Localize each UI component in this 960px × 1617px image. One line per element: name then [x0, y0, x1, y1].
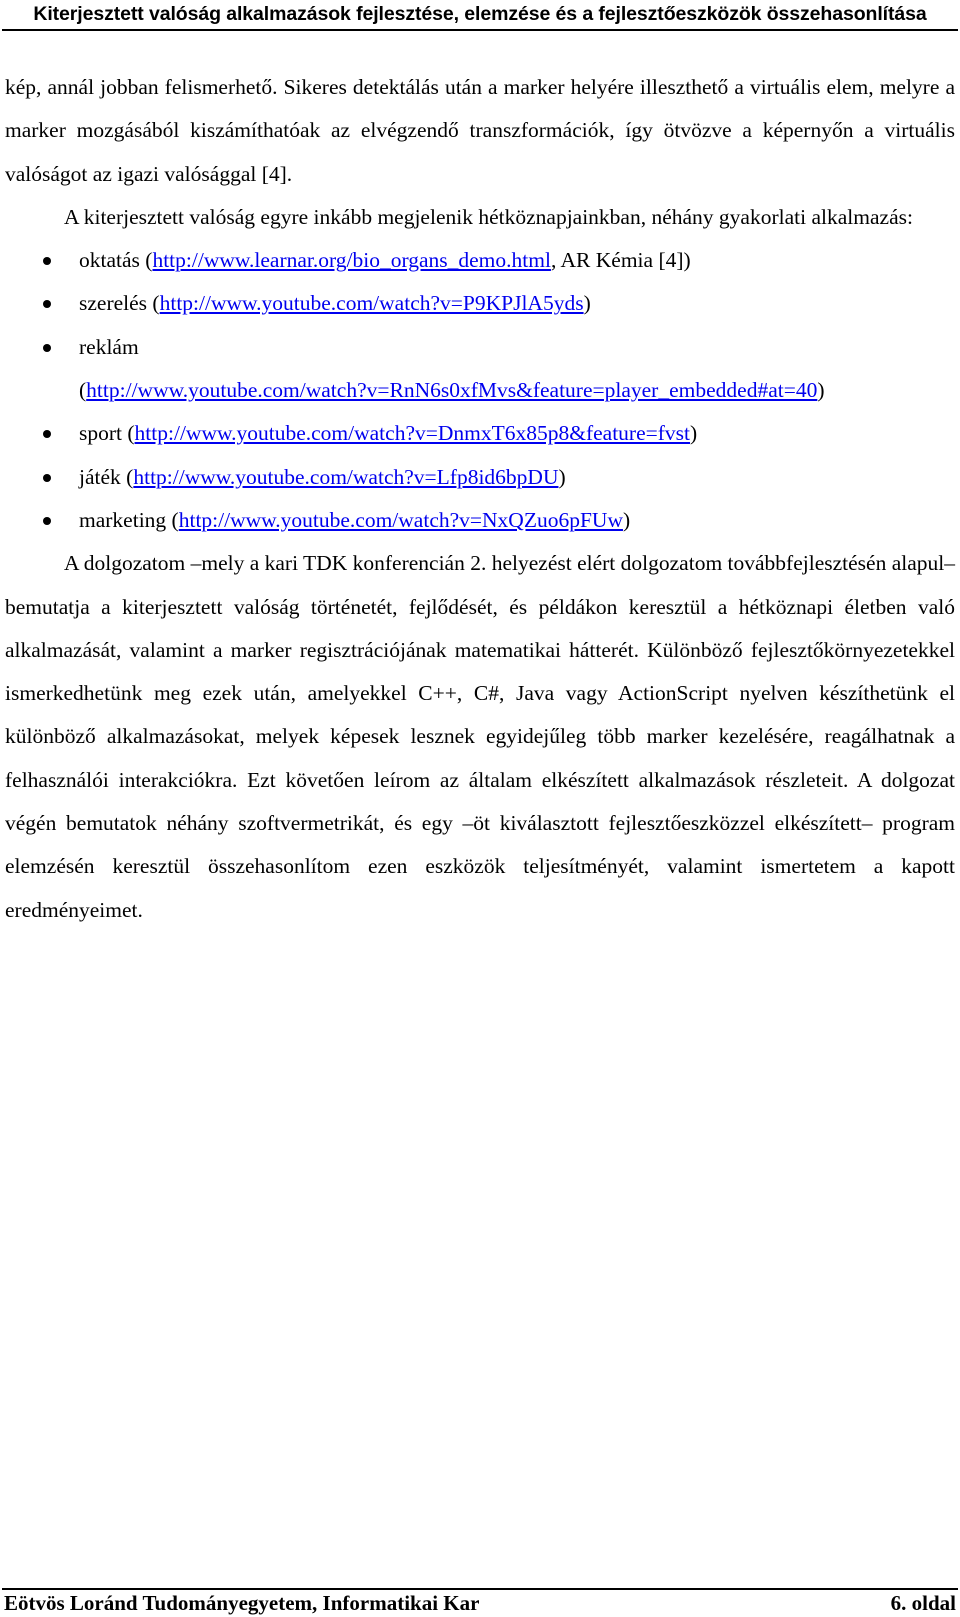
paragraph-applications-intro: A kiterjesztett valóság egyre inkább megjelenik hétköznapjainkban, néhány gyakorlati alkalmazás:: [64, 204, 913, 229]
running-header: Kiterjesztett valóság alkalmazások fejlesztése, elemzése és a fejlesztőeszközök összehasonlítása: [33, 3, 927, 25]
list-item-label: szerelés: [79, 291, 148, 316]
header-divider: [2, 29, 958, 31]
link-youtube-sport[interactable]: http://www.youtube.com/watch?v=DnmxT6x85p8&feature=fvst: [134, 421, 691, 446]
list-item-label: oktatás: [79, 248, 140, 273]
list-item-label: játék: [79, 464, 121, 489]
page-number: 6. oldal: [890, 1591, 956, 1615]
list-item-label: sport: [79, 421, 122, 446]
link-youtube-szereles[interactable]: http://www.youtube.com/watch?v=P9KPJlA5yds: [159, 291, 584, 316]
link-youtube-marketing[interactable]: http://www.youtube.com/watch?v=NxQZuo6pFUw: [178, 507, 623, 532]
paragraph-summary: A dolgozatom –mely a kari TDK konferencián 2. helyezést elért dolgozatom továbbfejlesztésén alapul– bemutatja a kiterjesztett valóság történetét, fejlődését, és példákon keresztül a hétköznapi életben való alkalmazását, valamint a marker regisztrációjának matematikai hátterét. Különböző fejlesztőkörnyezetekkel ismerkedhetünk meg ezek után, amelyekkel C++, C#, Java vagy ActionScript nyelven készíthetünk el különböző alkalmazásokat, melyek képesek lesznek egyidejűleg több marker kezelésére, reagálhatnak a felhasználói interakciókra. Ezt követően leírom az általam elkészített alkalmazások részleteit. A dolgozat végén bemutatok néhány szoftvermetrikát, és egy –öt kiválasztott fejlesztőeszközzel elkészített– program elemzésén keresztül összehasonlítom ezen eszközök teljesítményét, valamint ismertetem a kapott eredményeimet.: [5, 551, 955, 922]
applications-list: [5, 239, 955, 542]
paragraph-intro: kép, annál jobban felismerhető. Sikeres detektálás után a marker helyére illeszthető a virtuális elem, melyre a marker mozgásából kiszámíthatóak az elvégzendő transzformációk, így ötvözve a képernyőn a virtuális valóságot az igazi valósággal [4].: [5, 75, 955, 186]
footer-institution: Eötvös Loránd Tudományegyetem, Informatikai Kar: [4, 1591, 480, 1615]
footer-divider: [2, 1588, 958, 1590]
list-item: oktatás (http://www.learnar.org/bio_organs_demo.html, AR Kémia [4]): [5, 239, 955, 282]
link-youtube-jatek[interactable]: http://www.youtube.com/watch?v=Lfp8id6bpDU: [133, 464, 559, 489]
page-body: [5, 66, 955, 932]
list-item-label: marketing: [79, 507, 167, 532]
list-item: marketing (http://www.youtube.com/watch?v=NxQZuo6pFUw): [5, 499, 955, 542]
list-item: szerelés (http://www.youtube.com/watch?v=P9KPJlA5yds): [5, 282, 955, 325]
list-item: sport (http://www.youtube.com/watch?v=DnmxT6x85p8&feature=fvst): [5, 412, 955, 455]
link-youtube-reklam[interactable]: http://www.youtube.com/watch?v=RnN6s0xfMvs&feature=player_embedded#at=40: [86, 378, 818, 403]
list-item: játék (http://www.youtube.com/watch?v=Lfp8id6bpDU): [5, 456, 955, 499]
page-footer: [4, 1591, 956, 1615]
list-item: reklám (http://www.youtube.com/watch?v=RnN6s0xfMvs&feature=player_embedded#at=40): [5, 326, 955, 413]
link-learnar[interactable]: http://www.learnar.org/bio_organs_demo.html: [152, 248, 551, 273]
list-item-label: reklám: [79, 334, 139, 359]
